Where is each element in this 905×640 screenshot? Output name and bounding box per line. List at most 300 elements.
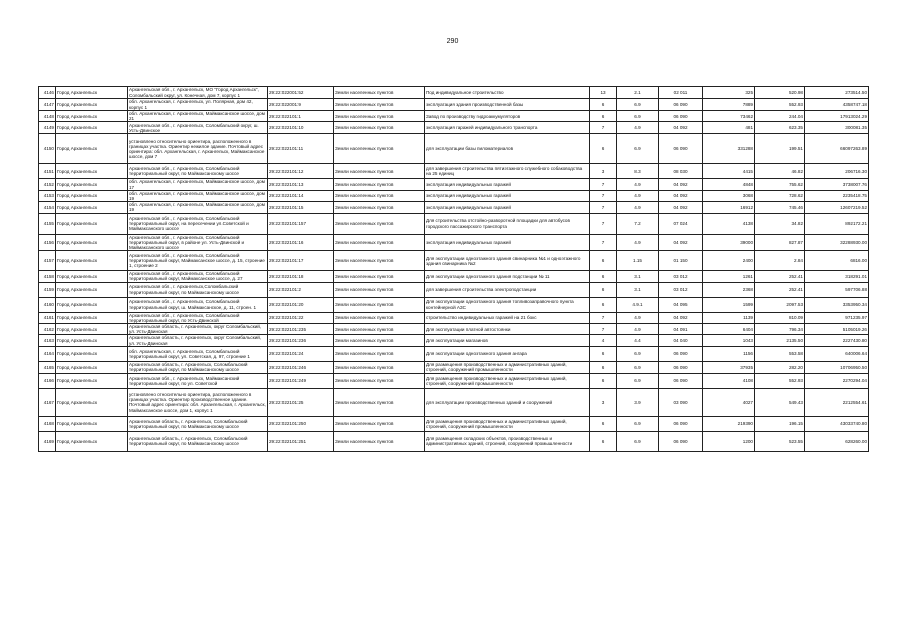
- cadastral-number-cell: 29:22:022101:2: [268, 282, 334, 297]
- table-row: [39, 388, 869, 416]
- address-cell: Архангельская обл., г. Архангельск, Соломбальский территориальный округ, Маймаксанское шоссе, д. 15, строение 1, строение 2: [128, 251, 268, 271]
- settlement-name-cell: Город Архангельск: [56, 312, 128, 323]
- use-code-cell: 08 030: [659, 164, 703, 179]
- address-cell: Архангельская обл., г. Архангельск, Соломбальский территориальный округ, на пересечении ул.Советской и Маймаксанского шоссе: [128, 213, 268, 234]
- use-code-cell: 01 150: [659, 251, 703, 271]
- cadastral-value-cell: 5105019.26: [805, 324, 869, 335]
- permitted-use-cell: эксплуатация индивидуальных гаражей: [425, 190, 590, 201]
- specific-value-cell: 549.43: [755, 388, 805, 416]
- table-row: [39, 335, 869, 346]
- permitted-use-cell: Завод по производству гидроаккумуляторов: [425, 111, 590, 122]
- use-code-cell: 06 090: [659, 373, 703, 388]
- cadastral-value-cell: 10706950.50: [805, 361, 869, 373]
- land-category-cell: Земли населенных пунктов: [334, 179, 425, 190]
- row-number-cell: 4159: [39, 282, 56, 297]
- area-cell: 481: [703, 122, 755, 134]
- use-code-cell: 02 011: [659, 87, 703, 99]
- settlement-name-cell: Город Архангельск: [56, 122, 128, 134]
- row-number-cell: 4154: [39, 202, 56, 213]
- table-row: [39, 234, 869, 251]
- address-cell: Архангельская обл., г. Архангельск, Соломбальский территориальный округ, ш. Маймаксанское, д. 11, строен. 1: [128, 297, 268, 312]
- area-cell: 4415: [703, 164, 755, 179]
- permitted-use-cell: Под индивидуальное строительство: [425, 87, 590, 99]
- group-code-cell: 7: [590, 312, 617, 323]
- specific-value-cell: 34.82: [755, 213, 805, 234]
- type-code-cell: 7.2: [617, 213, 659, 234]
- address-cell: Архангельская область, г. Архангельск, Соломбальский территориальный округ, по Маймаксанскому шоссе: [128, 416, 268, 431]
- area-cell: 1139: [703, 312, 755, 323]
- specific-value-cell: 252.41: [755, 271, 805, 282]
- type-code-cell: 4.4: [617, 335, 659, 346]
- table-row: [39, 190, 869, 201]
- specific-value-cell: 796.34: [755, 324, 805, 335]
- address-cell: обл. Архангельская, г. Архангельск, Маймаксанское шоссе, дом 19: [128, 190, 268, 201]
- area-cell: 1599: [703, 297, 755, 312]
- type-code-cell: 4.9: [617, 312, 659, 323]
- permitted-use-cell: строительство индивидуальных гаражей на 21 бокс: [425, 312, 590, 323]
- cadastral-number-cell: 29:22:022101:14: [268, 190, 334, 201]
- settlement-name-cell: Город Архангельск: [56, 202, 128, 213]
- cadastral-value-cell: 892172.21: [805, 213, 869, 234]
- land-category-cell: Земли населенных пунктов: [334, 431, 425, 451]
- land-category-cell: Земли населенных пунктов: [334, 282, 425, 297]
- group-code-cell: 6: [590, 271, 617, 282]
- group-code-cell: 7: [590, 324, 617, 335]
- row-number-cell: 4167: [39, 388, 56, 416]
- type-code-cell: 4.9: [617, 179, 659, 190]
- type-code-cell: 1.15: [617, 251, 659, 271]
- group-code-cell: 4: [590, 335, 617, 346]
- cadastral-value-cell: 273514.50: [805, 87, 869, 99]
- permitted-use-cell: для эксплуатации производственных зданий и сооружений: [425, 388, 590, 416]
- land-category-cell: Земли населенных пунктов: [334, 234, 425, 251]
- settlement-name-cell: Город Архангельск: [56, 282, 128, 297]
- group-code-cell: 6: [590, 346, 617, 361]
- address-cell: Архангельская область, г. Архангельск, округ Соломбальский, ул. Усть-Двинская: [128, 324, 268, 335]
- settlement-name-cell: Город Архангельск: [56, 234, 128, 251]
- cadastral-number-cell: 29:22:022101:1: [268, 111, 334, 122]
- row-number-cell: 4168: [39, 416, 56, 431]
- group-code-cell: 13: [590, 87, 617, 99]
- specific-value-cell: 552.93: [755, 373, 805, 388]
- table-row: [39, 431, 869, 451]
- specific-value-cell: 623.35: [755, 122, 805, 134]
- use-code-cell: 04 092: [659, 312, 703, 323]
- type-code-cell: 6.9: [617, 431, 659, 451]
- cadastral-value-cell: 640006.64: [805, 346, 869, 361]
- type-code-cell: 6.9: [617, 134, 659, 164]
- land-category-cell: Земли населенных пунктов: [334, 312, 425, 323]
- specific-value-cell: 46.82: [755, 164, 805, 179]
- land-category-cell: Земли населенных пунктов: [334, 335, 425, 346]
- group-code-cell: 6: [590, 111, 617, 122]
- cadastral-value-cell: 3738007.76: [805, 179, 869, 190]
- type-code-cell: 4.9: [617, 122, 659, 134]
- row-number-cell: 4158: [39, 271, 56, 282]
- permitted-use-cell: Для эксплуатации одноэтажного здания топливозаправочного пункта контейнерной АЗС: [425, 297, 590, 312]
- cadastral-value-cell: 12607219.52: [805, 202, 869, 213]
- use-code-cell: 06 090: [659, 416, 703, 431]
- address-cell: Архангельская обл., г. Архангельск, Соломбальский территориальный округ, в районе ул. Усть-Двинской и Маймаксанского шоссе: [128, 234, 268, 251]
- cadastral-number-cell: 29:22:022101:16: [268, 234, 334, 251]
- permitted-use-cell: Для строительства отстойно-разворотной площадки для автобусов городского пассажирского транспорта: [425, 213, 590, 234]
- cadastral-value-cell: 2212554.61: [805, 388, 869, 416]
- group-code-cell: 6: [590, 431, 617, 451]
- cadastral-value-cell: 2270294.04: [805, 373, 869, 388]
- address-cell: Архангельская область, г. Архангельск, округ Соломбальский, ул. Усть-Двинская: [128, 335, 268, 346]
- permitted-use-cell: Для эксплуатации одноэтажного здания ангара: [425, 346, 590, 361]
- specific-value-cell: 755.62: [755, 179, 805, 190]
- cadastral-value-cell: 3353950.34: [805, 297, 869, 312]
- cadastral-value-cell: 17913024.29: [805, 111, 869, 122]
- area-cell: 7889: [703, 99, 755, 111]
- table-row: [39, 346, 869, 361]
- group-code-cell: 6: [590, 361, 617, 373]
- permitted-use-cell: Для размещения производственных и административных зданий, строений, сооружений промышленности: [425, 373, 590, 388]
- specific-value-cell: 2.84: [755, 251, 805, 271]
- cadastral-value-cell: 971235.97: [805, 312, 869, 323]
- type-code-cell: 4.9.1: [617, 297, 659, 312]
- use-code-cell: 04 040: [659, 335, 703, 346]
- use-code-cell: 06 090: [659, 99, 703, 111]
- specific-value-cell: 199.51: [755, 134, 805, 164]
- type-code-cell: 2.1: [617, 87, 659, 99]
- cadastral-value-cell: 628260.00: [805, 431, 869, 451]
- area-cell: 4848: [703, 179, 755, 190]
- table-row: [39, 99, 869, 111]
- area-cell: 3068: [703, 190, 755, 201]
- cadastral-value-cell: 6816.00: [805, 251, 869, 271]
- row-number-cell: 4166: [39, 373, 56, 388]
- address-cell: обл. Архангельская, г. Архангельск, ул. Полярная, дом 42, корпус 1: [128, 99, 268, 111]
- settlement-name-cell: Город Архангельск: [56, 324, 128, 335]
- row-number-cell: 4156: [39, 234, 56, 251]
- specific-value-cell: 523.55: [755, 431, 805, 451]
- address-cell: Архангельская обл., г. Архангельск, Соломбальский территориальный округ, по Усть-Двинской: [128, 312, 268, 323]
- land-category-cell: Земли населенных пунктов: [334, 361, 425, 373]
- row-number-cell: 4153: [39, 190, 56, 201]
- row-number-cell: 4148: [39, 111, 56, 122]
- area-cell: 4138: [703, 213, 755, 234]
- cadastral-number-cell: 29:22:022001:9: [268, 99, 334, 111]
- address-cell: обл. Архангельская, г. Архангельск, Маймаксанское шоссе, дом 17: [128, 179, 268, 190]
- permitted-use-cell: эксплуатация здания производственной базы: [425, 99, 590, 111]
- land-category-cell: Земли населенных пунктов: [334, 164, 425, 179]
- table-row: [39, 324, 869, 335]
- row-number-cell: 4157: [39, 251, 56, 271]
- address-cell: обл. Архангельская, г. Архангельск, Маймаксанское шоссе, дом 21: [128, 111, 268, 122]
- cadastral-number-cell: 29:22:022101:15: [268, 202, 334, 213]
- land-category-cell: Земли населенных пунктов: [334, 324, 425, 335]
- cadastral-value-cell: 4358747.18: [805, 99, 869, 111]
- permitted-use-cell: для завершения строительства пятиэтажного служебного собаководства на 25 единиц: [425, 164, 590, 179]
- table-row: [39, 271, 869, 282]
- area-cell: 1261: [703, 271, 755, 282]
- settlement-name-cell: Город Архангельск: [56, 271, 128, 282]
- table-row: [39, 373, 869, 388]
- row-number-cell: 4149: [39, 122, 56, 134]
- group-code-cell: 6: [590, 99, 617, 111]
- cadastral-number-cell: 29:22:022101:24: [268, 346, 334, 361]
- specific-value-cell: 552.93: [755, 99, 805, 111]
- settlement-name-cell: Город Архангельск: [56, 87, 128, 99]
- cadastral-number-cell: 29:22:022101:235: [268, 324, 334, 335]
- group-code-cell: 3: [590, 388, 617, 416]
- cadastral-value-cell: 206716.30: [805, 164, 869, 179]
- group-code-cell: 3: [590, 164, 617, 179]
- use-code-cell: 04 092: [659, 122, 703, 134]
- group-code-cell: 7: [590, 190, 617, 201]
- type-code-cell: 6.9: [617, 416, 659, 431]
- address-cell: Архангельская обл., г. Архангельск, Соломбальский территориальный округ, по Маймаксанскому шоссе: [128, 164, 268, 179]
- area-cell: 325: [703, 87, 755, 99]
- use-code-cell: 06 090: [659, 134, 703, 164]
- specific-value-cell: 810.09: [755, 312, 805, 323]
- group-code-cell: 6: [590, 416, 617, 431]
- settlement-name-cell: Город Архангельск: [56, 190, 128, 201]
- land-category-cell: Земли населенных пунктов: [334, 213, 425, 234]
- type-code-cell: 6.9: [617, 99, 659, 111]
- table-row: [39, 416, 869, 431]
- area-cell: 6404: [703, 324, 755, 335]
- row-number-cell: 4147: [39, 99, 56, 111]
- group-code-cell: 7: [590, 202, 617, 213]
- use-code-cell: 03 090: [659, 388, 703, 416]
- area-cell: 1200: [703, 431, 755, 451]
- type-code-cell: 6.9: [617, 361, 659, 373]
- address-cell: обл. Архангельская, г. Архангельск, Соломбальский территориальный округ, ул. Советская, д. 97, строение 1: [128, 346, 268, 361]
- permitted-use-cell: Для размещения производственных и административных зданий, строений, сооружений промышленности: [425, 361, 590, 373]
- land-category-cell: Земли населенных пунктов: [334, 271, 425, 282]
- area-cell: 1156: [703, 346, 755, 361]
- permitted-use-cell: Для эксплуатации одноэтажного здания подстанции № 11: [425, 271, 590, 282]
- land-category-cell: Земли населенных пунктов: [334, 122, 425, 134]
- row-number-cell: 4152: [39, 179, 56, 190]
- area-cell: 219390: [703, 416, 755, 431]
- land-category-cell: Земли населенных пунктов: [334, 297, 425, 312]
- cadastral-number-cell: 29:22:022101:11: [268, 134, 334, 164]
- use-code-cell: 06 090: [659, 346, 703, 361]
- row-number-cell: 4169: [39, 431, 56, 451]
- land-category-cell: Земли населенных пунктов: [334, 99, 425, 111]
- address-cell: Архангельская область, г. Архангельск, Соломбальский территориальный округ, по Маймаксанскому шоссе: [128, 361, 268, 373]
- cadastral-number-cell: 29:22:022101:236: [268, 335, 334, 346]
- land-category-cell: Земли населенных пунктов: [334, 111, 425, 122]
- row-number-cell: 4162: [39, 324, 56, 335]
- cadastral-number-cell: 29:22:022101:20: [268, 297, 334, 312]
- address-cell: Архангельская обл., г. Архангельск, МО "Город Архангельск", Соломбальский округ, ул. Конечная, дом 7, корпус 1: [128, 87, 268, 99]
- use-code-cell: 04 092: [659, 202, 703, 213]
- specific-value-cell: 520.98: [755, 87, 805, 99]
- cadastral-value-cell: 318291.01: [805, 271, 869, 282]
- land-category-cell: Земли населенных пунктов: [334, 134, 425, 164]
- cadastral-number-cell: 29:22:022101:250: [268, 416, 334, 431]
- permitted-use-cell: эксплуатация индивидуальных гаражей: [425, 179, 590, 190]
- land-category-cell: Земли населенных пунктов: [334, 388, 425, 416]
- permitted-use-cell: Для размещения складских объектов, производственных и административных зданий, строений, сооружений промышленности: [425, 431, 590, 451]
- table-row: [39, 87, 869, 99]
- table-row: [39, 111, 869, 122]
- cadastral-value-cell: 66097263.89: [805, 134, 869, 164]
- address-cell: Архангельская область, г. Архангельск, Соломбальский территориальный округ, по Маймаксанскому шоссе: [128, 431, 268, 451]
- settlement-name-cell: Город Архангельск: [56, 346, 128, 361]
- row-number-cell: 4155: [39, 213, 56, 234]
- cadastral-number-cell: 29:22:022101:13: [268, 179, 334, 190]
- use-code-cell: 04 092: [659, 234, 703, 251]
- settlement-name-cell: Город Архангельск: [56, 335, 128, 346]
- address-cell: Архангельская обл., г. Архангельск,Соломбальский территориальный округ, по Маймаксанскому шоссе: [128, 282, 268, 297]
- area-cell: 73462: [703, 111, 755, 122]
- area-cell: 2400: [703, 251, 755, 271]
- permitted-use-cell: для эксплуатации базы пиломатериалов: [425, 134, 590, 164]
- use-code-cell: 04 095: [659, 297, 703, 312]
- type-code-cell: 8.3: [617, 164, 659, 179]
- cadastral-number-cell: 29:22:022101:249: [268, 373, 334, 388]
- permitted-use-cell: Для эксплуатации магазинов: [425, 335, 590, 346]
- settlement-name-cell: Город Архангельск: [56, 213, 128, 234]
- land-category-cell: Земли населенных пунктов: [334, 202, 425, 213]
- use-code-cell: 06 090: [659, 361, 703, 373]
- row-number-cell: 4150: [39, 134, 56, 164]
- area-cell: 4027: [703, 388, 755, 416]
- area-cell: 16912: [703, 202, 755, 213]
- cadastral-number-cell: 29:22:022101:10: [268, 122, 334, 134]
- settlement-name-cell: Город Архангельск: [56, 431, 128, 451]
- permitted-use-cell: эксплуатация гаражей индивидуального транспорта: [425, 122, 590, 134]
- settlement-name-cell: Город Архангельск: [56, 179, 128, 190]
- cadastral-value-cell: 597706.88: [805, 282, 869, 297]
- cadastral-number-cell: 29:22:022001:52: [268, 87, 334, 99]
- area-cell: 37935: [703, 361, 755, 373]
- specific-value-cell: 2097.53: [755, 297, 805, 312]
- group-code-cell: 7: [590, 122, 617, 134]
- area-cell: 39000: [703, 234, 755, 251]
- area-cell: 2368: [703, 282, 755, 297]
- land-category-cell: Земли населенных пунктов: [334, 346, 425, 361]
- type-code-cell: 6.9: [617, 346, 659, 361]
- area-cell: 331288: [703, 134, 755, 164]
- cadastral-number-cell: 29:22:022101:157: [268, 213, 334, 234]
- table-row: [39, 202, 869, 213]
- use-code-cell: 04 092: [659, 179, 703, 190]
- settlement-name-cell: Город Архангельск: [56, 99, 128, 111]
- address-cell: Архангельская обл., г. Архангельск, Соломбальский округ, ш. Усть-Двинское: [128, 122, 268, 134]
- table-row: [39, 213, 869, 234]
- address-cell: Архангельская обл., г. Архангельск, Соломбальский территориальный округ, Маймаксанское шоссе, д. 27: [128, 271, 268, 282]
- row-number-cell: 4146: [39, 87, 56, 99]
- settlement-name-cell: Город Архангельск: [56, 373, 128, 388]
- land-category-cell: Земли населенных пунктов: [334, 416, 425, 431]
- settlement-name-cell: Город Архангельск: [56, 111, 128, 122]
- specific-value-cell: 728.62: [755, 190, 805, 201]
- land-category-cell: Земли населенных пунктов: [334, 190, 425, 201]
- cadastral-value-table: [38, 86, 869, 452]
- settlement-name-cell: Город Архангельск: [56, 251, 128, 271]
- table-row: [39, 312, 869, 323]
- group-code-cell: 6: [590, 251, 617, 271]
- row-number-cell: 4163: [39, 335, 56, 346]
- table-row: [39, 361, 869, 373]
- use-code-cell: 03 012: [659, 282, 703, 297]
- address-cell: Архангельская обл., г. Архангельск, Маймаксанский территориальный округ, по ул. Советской: [128, 373, 268, 388]
- cadastral-number-cell: 29:22:022101:25: [268, 388, 334, 416]
- specific-value-cell: 827.87: [755, 234, 805, 251]
- cadastral-number-cell: 29:22:022101:246: [268, 361, 334, 373]
- use-code-cell: 04 092: [659, 190, 703, 201]
- settlement-name-cell: Город Архангельск: [56, 416, 128, 431]
- type-code-cell: 6.9: [617, 373, 659, 388]
- use-code-cell: 06 090: [659, 431, 703, 451]
- table-row: [39, 297, 869, 312]
- address-cell: установлено относительно ориентира, расположенного в границах участка. Ориентир производственное здание. Почтовый адрес ориентира: обл. Архангельская, г. Архангельск, Маймаксанское шоссе, дом 1, корпус 1: [128, 388, 268, 416]
- group-code-cell: 7: [590, 213, 617, 234]
- group-code-cell: 7: [590, 234, 617, 251]
- row-number-cell: 4161: [39, 312, 56, 323]
- cadastral-number-cell: 29:22:022101:18: [268, 271, 334, 282]
- row-number-cell: 4164: [39, 346, 56, 361]
- permitted-use-cell: эксплуатация индивидуальных гаражей: [425, 234, 590, 251]
- settlement-name-cell: Город Архангельск: [56, 361, 128, 373]
- land-category-cell: Земли населенных пунктов: [334, 251, 425, 271]
- land-category-cell: Земли населенных пунктов: [334, 87, 425, 99]
- use-code-cell: 03 012: [659, 271, 703, 282]
- group-code-cell: 6: [590, 373, 617, 388]
- type-code-cell: 4.9: [617, 234, 659, 251]
- type-code-cell: 3.1: [617, 271, 659, 282]
- group-code-cell: 7: [590, 179, 617, 190]
- table-row: [39, 179, 869, 190]
- permitted-use-cell: Для эксплуатации одноэтажного здания свинарника №1 и одноэтажного здания свинарника №2: [425, 251, 590, 271]
- cadastral-value-cell: 2227430.80: [805, 335, 869, 346]
- settlement-name-cell: Город Архангельск: [56, 297, 128, 312]
- table-row: [39, 282, 869, 297]
- row-number-cell: 4151: [39, 164, 56, 179]
- table-row: [39, 122, 869, 134]
- type-code-cell: 4.9: [617, 202, 659, 213]
- row-number-cell: 4165: [39, 361, 56, 373]
- cadastral-number-cell: 29:22:022101:22: [268, 312, 334, 323]
- page-number: 290: [446, 38, 459, 45]
- area-cell: 1043: [703, 335, 755, 346]
- group-code-cell: 6: [590, 297, 617, 312]
- permitted-use-cell: Для эксплуатации платной автостоянки: [425, 324, 590, 335]
- cadastral-number-cell: 29:22:022101:17: [268, 251, 334, 271]
- table-row: [39, 134, 869, 164]
- use-code-cell: 06 090: [659, 111, 703, 122]
- area-cell: 4108: [703, 373, 755, 388]
- settlement-name-cell: Город Архангельск: [56, 134, 128, 164]
- group-code-cell: 6: [590, 134, 617, 164]
- table-row: [39, 164, 869, 179]
- row-number-cell: 4160: [39, 297, 56, 312]
- cadastral-number-cell: 29:22:022101:12: [268, 164, 334, 179]
- specific-value-cell: 282.20: [755, 361, 805, 373]
- specific-value-cell: 2135.50: [755, 335, 805, 346]
- cadastral-value-cell: 32288930.00: [805, 234, 869, 251]
- use-code-cell: 04 091: [659, 324, 703, 335]
- type-code-cell: 3.1: [617, 282, 659, 297]
- group-code-cell: 6: [590, 282, 617, 297]
- permitted-use-cell: для завершения строительства электроподстанции: [425, 282, 590, 297]
- cadastral-number-cell: 29:22:022101:251: [268, 431, 334, 451]
- specific-value-cell: 553.58: [755, 346, 805, 361]
- permitted-use-cell: Для размещения производственных и административных зданий, строений, сооружений промышленности: [425, 416, 590, 431]
- address-cell: обл. Архангельская, г. Архангельск, Маймаксанское шоссе, дом 19: [128, 202, 268, 213]
- specific-value-cell: 745.46: [755, 202, 805, 213]
- type-code-cell: 3.9: [617, 388, 659, 416]
- cadastral-value-cell: 43033740.80: [805, 416, 869, 431]
- address-cell: установлено относительно ориентира, расположенного в границах участка. Ориентир нежилое здание. Почтовый адрес ориентира: обл. Архангельская, г. Архангельск, Маймаксанское шоссе, дом 7: [128, 134, 268, 164]
